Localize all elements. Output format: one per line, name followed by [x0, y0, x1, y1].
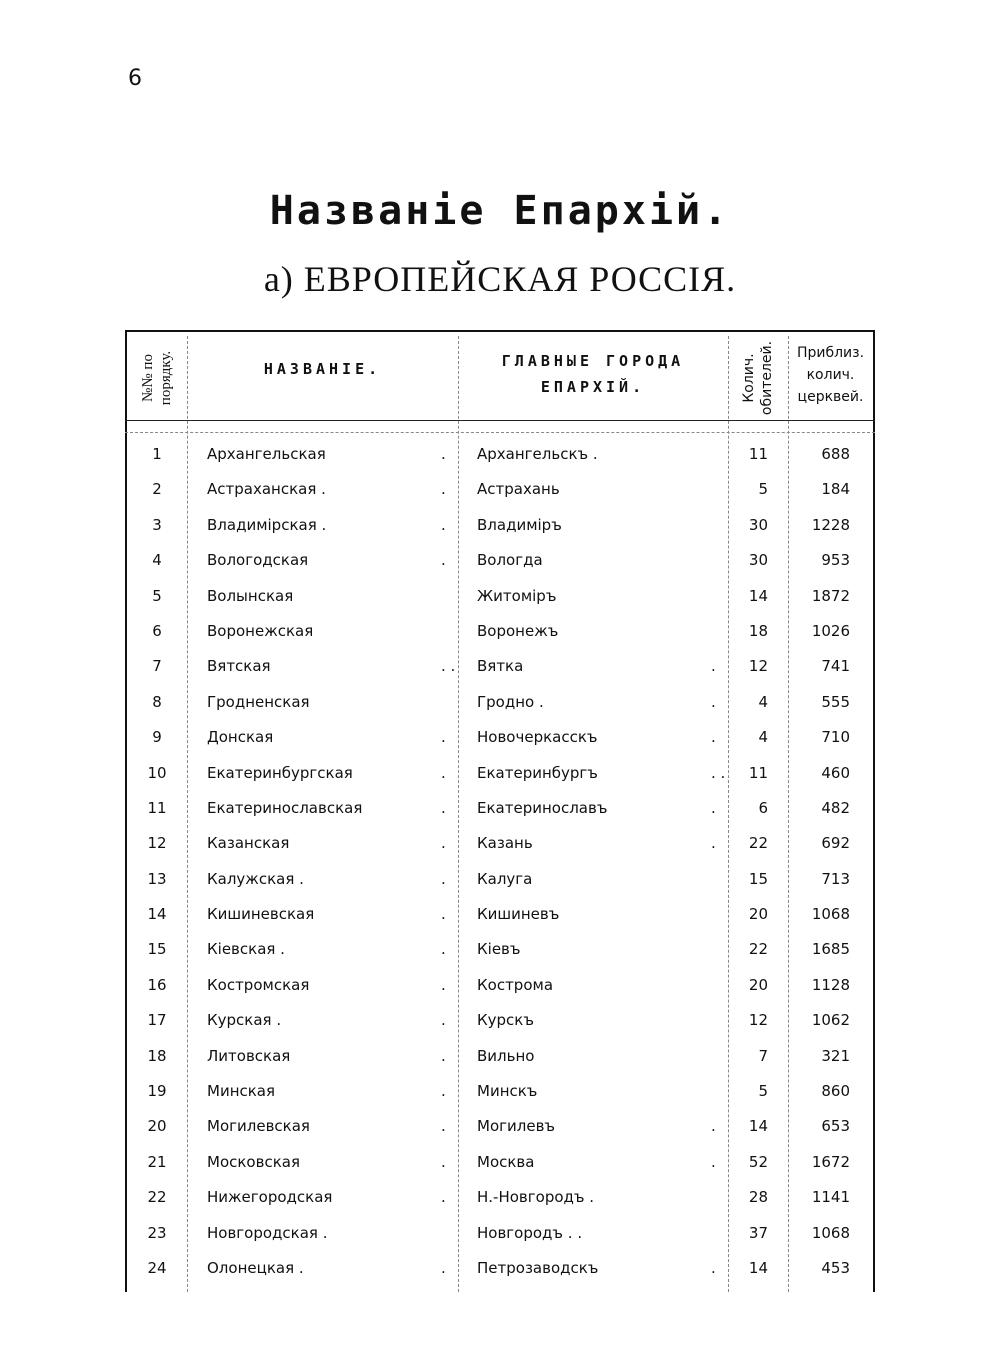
churches-count: 1228 [811, 515, 850, 534]
leader-dots: . [441, 975, 446, 994]
row-number: 10 [147, 763, 167, 782]
churches-count: 1062 [811, 1011, 850, 1030]
eparchy-name: Екатеринбургская [207, 763, 353, 782]
leader-dots: . [441, 551, 446, 570]
page-number: 6 [128, 66, 142, 91]
leader-dots: . [441, 1011, 446, 1030]
table-row [125, 543, 875, 578]
table-row [125, 897, 875, 932]
churches-count: 555 [821, 692, 850, 711]
monasteries-count: 30 [748, 515, 768, 534]
churches-count: 1128 [811, 975, 850, 994]
header-number [129, 336, 185, 420]
churches-count: 1685 [811, 940, 850, 959]
eparchy-name: Минская [207, 1082, 276, 1101]
churches-count: 184 [821, 480, 850, 499]
header-rule-secondary [125, 432, 875, 433]
monasteries-count: 22 [748, 834, 768, 853]
row-number: 20 [147, 1117, 167, 1136]
leader-dots: . [441, 1046, 446, 1065]
row-number: 2 [152, 480, 162, 499]
monasteries-count: 20 [748, 975, 768, 994]
churches-count: 692 [821, 834, 850, 853]
row-number: 15 [147, 940, 167, 959]
table-row [125, 1216, 875, 1251]
table-row [125, 826, 875, 861]
eparchy-name: Могилевская [207, 1117, 310, 1136]
monasteries-count: 28 [748, 1188, 768, 1207]
table-row [125, 1039, 875, 1074]
main-city: Кишиневъ [477, 905, 560, 924]
monasteries-count: 7 [758, 1046, 768, 1065]
churches-count: 1068 [811, 905, 850, 924]
main-city: Владиміръ [477, 515, 562, 534]
leader-dots: . [441, 940, 446, 959]
leader-dots: . [441, 445, 446, 463]
monasteries-count: 11 [748, 763, 768, 782]
eparchy-name: Гродненская [207, 692, 310, 711]
leader-dots: . [441, 763, 446, 782]
leader-dots: . [711, 1258, 716, 1277]
monasteries-count: 14 [748, 1117, 768, 1136]
main-city: Вильно [477, 1046, 535, 1065]
table-row [125, 1251, 875, 1286]
row-number: 18 [147, 1046, 167, 1065]
churches-count: 713 [821, 869, 850, 888]
leader-dots: . [441, 1188, 446, 1207]
monasteries-count: 4 [758, 692, 768, 711]
leader-dots: . [711, 692, 716, 711]
leader-dots: . [711, 834, 716, 853]
row-number: 3 [152, 515, 162, 534]
row-number: 23 [147, 1223, 167, 1242]
main-city: Гродно . [477, 692, 544, 711]
leader-dots: . [441, 515, 446, 534]
main-city: Вологда [477, 551, 543, 570]
leader-dots: . [711, 1152, 716, 1171]
monasteries-count: 12 [748, 657, 768, 676]
section-subtitle: а) ЕВРОПЕЙСКАЯ РОССІЯ. [263, 259, 737, 299]
row-number: 14 [147, 905, 167, 924]
main-city: Вятка [477, 657, 524, 676]
row-number: 11 [147, 798, 167, 817]
table-row [125, 614, 875, 649]
eparchy-name: Владимірская . [207, 515, 327, 534]
eparchy-name: Курская . [207, 1011, 282, 1030]
churches-count: 1026 [811, 621, 850, 640]
monasteries-count: 11 [748, 445, 768, 463]
churches-count: 460 [821, 763, 850, 782]
leader-dots: . . [711, 763, 726, 782]
header-number-label: №№ по порядку. [140, 350, 174, 406]
table-body [125, 437, 875, 1286]
monasteries-count: 14 [748, 1258, 768, 1277]
main-city: Екатеринославъ [477, 798, 608, 817]
leader-dots: . [711, 1117, 716, 1136]
main-city: Архангельскъ . [477, 445, 598, 463]
row-number: 19 [147, 1082, 167, 1101]
eparchy-name: Нижегородская [207, 1188, 333, 1207]
table-row [125, 1003, 875, 1038]
main-city: Екатеринбургъ [477, 763, 598, 782]
row-number: 9 [152, 728, 162, 747]
churches-count: 741 [821, 657, 850, 676]
churches-count: 953 [821, 551, 850, 570]
main-city: Воронежъ [477, 621, 559, 640]
eparchy-name: Казанская [207, 834, 290, 853]
row-number: 24 [147, 1258, 167, 1277]
churches-count: 1672 [811, 1152, 850, 1171]
header-churches: Приблиз. колич. церквей. [796, 345, 865, 405]
churches-count: 653 [821, 1117, 850, 1136]
eparchy-name: Воронежская [207, 621, 314, 640]
table-row [125, 720, 875, 755]
monasteries-count: 14 [748, 586, 768, 605]
leader-dots: . . [441, 657, 456, 676]
table-row [125, 1145, 875, 1180]
table-row [125, 437, 875, 472]
main-city: Калуга [477, 869, 533, 888]
main-city: Могилевъ [477, 1117, 556, 1136]
leader-dots: . [441, 1258, 446, 1277]
main-city: Кострома [477, 975, 554, 994]
main-city: Житоміръ [477, 586, 557, 605]
table-row [125, 756, 875, 791]
churches-count: 710 [821, 728, 850, 747]
eparchy-name: Костромская [207, 975, 310, 994]
eparchy-name: Олонецкая . [207, 1258, 304, 1277]
row-number: 4 [152, 551, 162, 570]
row-number: 8 [152, 692, 162, 711]
monasteries-count: 20 [748, 905, 768, 924]
eparchy-name: Архангельская [207, 445, 326, 463]
churches-count: 860 [821, 1082, 850, 1101]
monasteries-count: 15 [748, 869, 768, 888]
main-city: Новгородъ . . [477, 1223, 583, 1242]
eparchy-name: Екатеринославская [207, 798, 363, 817]
leader-dots: . [441, 834, 446, 853]
leader-dots: . [441, 869, 446, 888]
leader-dots: . [441, 1152, 446, 1171]
eparchy-name: Астраханская . [207, 480, 326, 499]
row-number: 17 [147, 1011, 167, 1030]
eparchy-name: Донская [207, 728, 274, 747]
table-row [125, 791, 875, 826]
header-monasteries [728, 336, 788, 420]
monasteries-count: 22 [748, 940, 768, 959]
eparchy-name: Кіевская . [207, 940, 285, 959]
leader-dots: . [441, 798, 446, 817]
row-number: 5 [152, 586, 162, 605]
eparchies-table [125, 330, 875, 1292]
leader-dots: . [711, 798, 716, 817]
table-row [125, 1074, 875, 1109]
eparchy-name: Литовская [207, 1046, 291, 1065]
churches-count: 1141 [811, 1188, 850, 1207]
row-number: 16 [147, 975, 167, 994]
main-city: Кіевъ [477, 940, 521, 959]
eparchy-name: Вятская [207, 657, 271, 676]
leader-dots: . [711, 657, 716, 676]
row-number: 6 [152, 621, 162, 640]
leader-dots: . [711, 728, 716, 747]
main-city: Курскъ [477, 1011, 534, 1030]
main-city: Астрахань [477, 480, 560, 499]
churches-count: 321 [821, 1046, 850, 1065]
leader-dots: . [441, 480, 446, 499]
table-row [125, 1109, 875, 1144]
eparchy-name: Московская [207, 1152, 300, 1171]
monasteries-count: 5 [758, 1082, 768, 1101]
monasteries-count: 37 [748, 1223, 768, 1242]
table-row [125, 579, 875, 614]
leader-dots: . [441, 905, 446, 924]
eparchy-name: Кишиневская [207, 905, 315, 924]
churches-count: 1068 [811, 1223, 850, 1242]
monasteries-count: 4 [758, 728, 768, 747]
churches-count: 482 [821, 798, 850, 817]
churches-count: 1872 [811, 586, 850, 605]
main-city: Москва [477, 1152, 535, 1171]
table-row [125, 649, 875, 684]
main-city: Казань [477, 834, 533, 853]
table-row [125, 1180, 875, 1215]
page-title: Названіе Епархій. [269, 188, 731, 234]
header-rule [125, 420, 875, 421]
monasteries-count: 5 [758, 480, 768, 499]
leader-dots: . [441, 1117, 446, 1136]
main-city: Новочеркасскъ [477, 728, 598, 747]
table-row [125, 862, 875, 897]
leader-dots: . [441, 728, 446, 747]
leader-dots: . [441, 1082, 446, 1101]
monasteries-count: 6 [758, 798, 768, 817]
eparchy-name: Вологодская [207, 551, 309, 570]
churches-count: 453 [821, 1258, 850, 1277]
eparchy-name: Волынская [207, 586, 294, 605]
table-row [125, 932, 875, 967]
header-monasteries-label: Колич. обителей. [741, 340, 775, 416]
row-number: 1 [152, 445, 162, 463]
churches-count: 688 [821, 445, 850, 463]
header-name: НАЗВАНІЕ. [263, 360, 382, 378]
main-city: Петрозаводскъ [477, 1258, 599, 1277]
row-number: 22 [147, 1188, 167, 1207]
table-row [125, 472, 875, 507]
eparchy-name: Калужская . [207, 869, 304, 888]
table-row [125, 968, 875, 1003]
row-number: 7 [152, 657, 162, 676]
monasteries-count: 52 [748, 1152, 768, 1171]
row-number: 12 [147, 834, 167, 853]
table-row [125, 685, 875, 720]
row-number: 21 [147, 1152, 167, 1171]
monasteries-count: 30 [748, 551, 768, 570]
monasteries-count: 12 [748, 1011, 768, 1030]
monasteries-count: 18 [748, 621, 768, 640]
eparchy-name: Новгородская . [207, 1223, 328, 1242]
header-city: ГЛАВНЫЕ ГОРОДА ЕПАРХІЙ. [501, 352, 685, 396]
table-row [125, 508, 875, 543]
main-city: Н.-Новгородъ . [477, 1188, 595, 1207]
main-city: Минскъ [477, 1082, 538, 1101]
row-number: 13 [147, 869, 167, 888]
